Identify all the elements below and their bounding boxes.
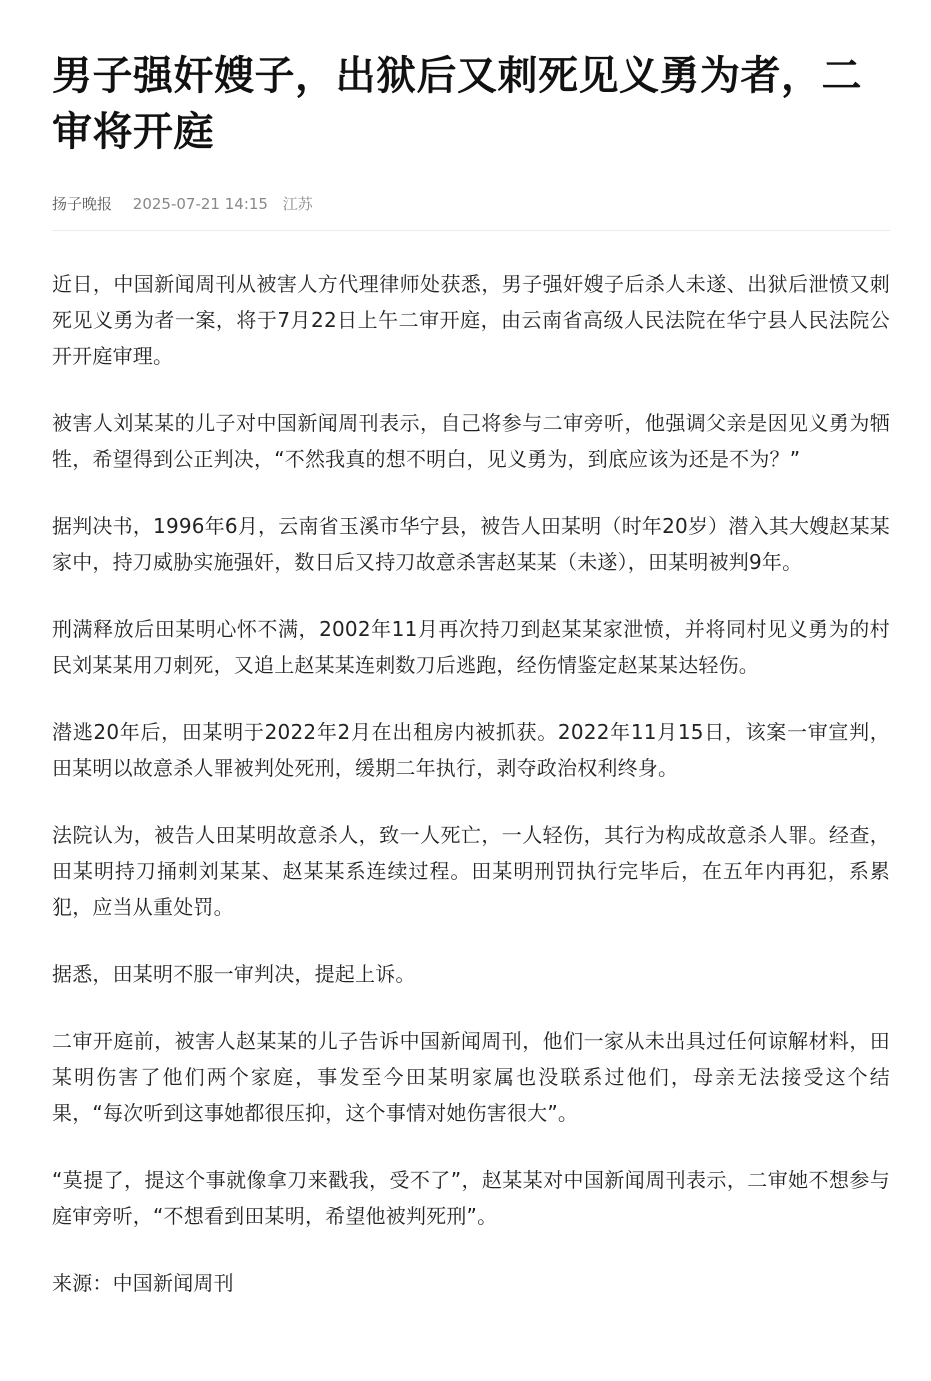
paragraph: 近日，中国新闻周刊从被害人方代理律师处获悉，男子强奸嫂子后杀人未遂、出狱后泄愤又刺死见义勇为者一案，将于7月22日上午二审开庭，由云南省高级人民法院在华宁县人民法院公开开庭审理。 bbox=[52, 272, 890, 368]
paragraph: 法院认为，被告人田某明故意杀人，致一人死亡，一人轻伤，其行为构成故意杀人罪。经查，田某明持刀捅刺刘某某、赵某某系连续过程。田某明刑罚执行完毕后，在五年内再犯，系累犯，应当从重处罚。 bbox=[52, 823, 890, 919]
paragraph: 被害人刘某某的儿子对中国新闻周刊表示，自己将参与二审旁听，他强调父亲是因见义勇为牺牲，希望得到公正判决，“不然我真的想不明白，见义勇为，到底应该为还是不为？” bbox=[52, 411, 890, 471]
article-title: 男子强奸嫂子，出狱后又刺死见义勇为者，二审将开庭 bbox=[52, 53, 862, 155]
meta-divider bbox=[52, 230, 890, 231]
paragraph: 二审开庭前，被害人赵某某的儿子告诉中国新闻周刊，他们一家从未出具过任何谅解材料，田某明伤害了他们两个家庭，事发至今田某明家属也没联系过他们，母亲无法接受这个结果，“每次听到这事她都很压抑，这个事情对她伤害很大”。 bbox=[52, 1029, 890, 1125]
article-meta bbox=[52, 193, 313, 215]
paragraph: 据判决书，1996年6月，云南省玉溪市华宁县，被告人田某明（时年20岁）潜入其大嫂赵某某家中，持刀威胁实施强奸，数日后又持刀故意杀害赵某某（未遂），田某明被判9年。 bbox=[52, 514, 890, 574]
paragraph: 潜逃20年后，田某明于2022年2月在出租房内被抓获。2022年11月15日，该案一审宣判，田某明以故意杀人罪被判处死刑，缓期二年执行，剥夺政治权利终身。 bbox=[52, 720, 890, 780]
paragraph: “莫提了，提这个事就像拿刀来戳我，受不了”，赵某某对中国新闻周刊表示，二审她不想参与庭审旁听，“不想看到田某明，希望他被判死刑”。 bbox=[52, 1168, 890, 1228]
source-link[interactable]: 扬子晚报 bbox=[52, 195, 113, 213]
source-credit: 来源：中国新闻周刊 bbox=[52, 1271, 234, 1295]
paragraph: 据悉，田某明不服一审判决，提起上诉。 bbox=[52, 962, 416, 986]
region-label: 江苏 bbox=[282, 195, 313, 213]
publish-time: 2025-07-21 14:15 bbox=[132, 195, 268, 213]
article-body bbox=[52, 266, 890, 1332]
paragraph: 刑满释放后田某明心怀不满，2002年11月再次持刀到赵某某家泄愤，并将同村见义勇为的村民刘某某用刀刺死，又追上赵某某连刺数刀后逃跑，经伤情鉴定赵某某达轻伤。 bbox=[52, 617, 890, 677]
